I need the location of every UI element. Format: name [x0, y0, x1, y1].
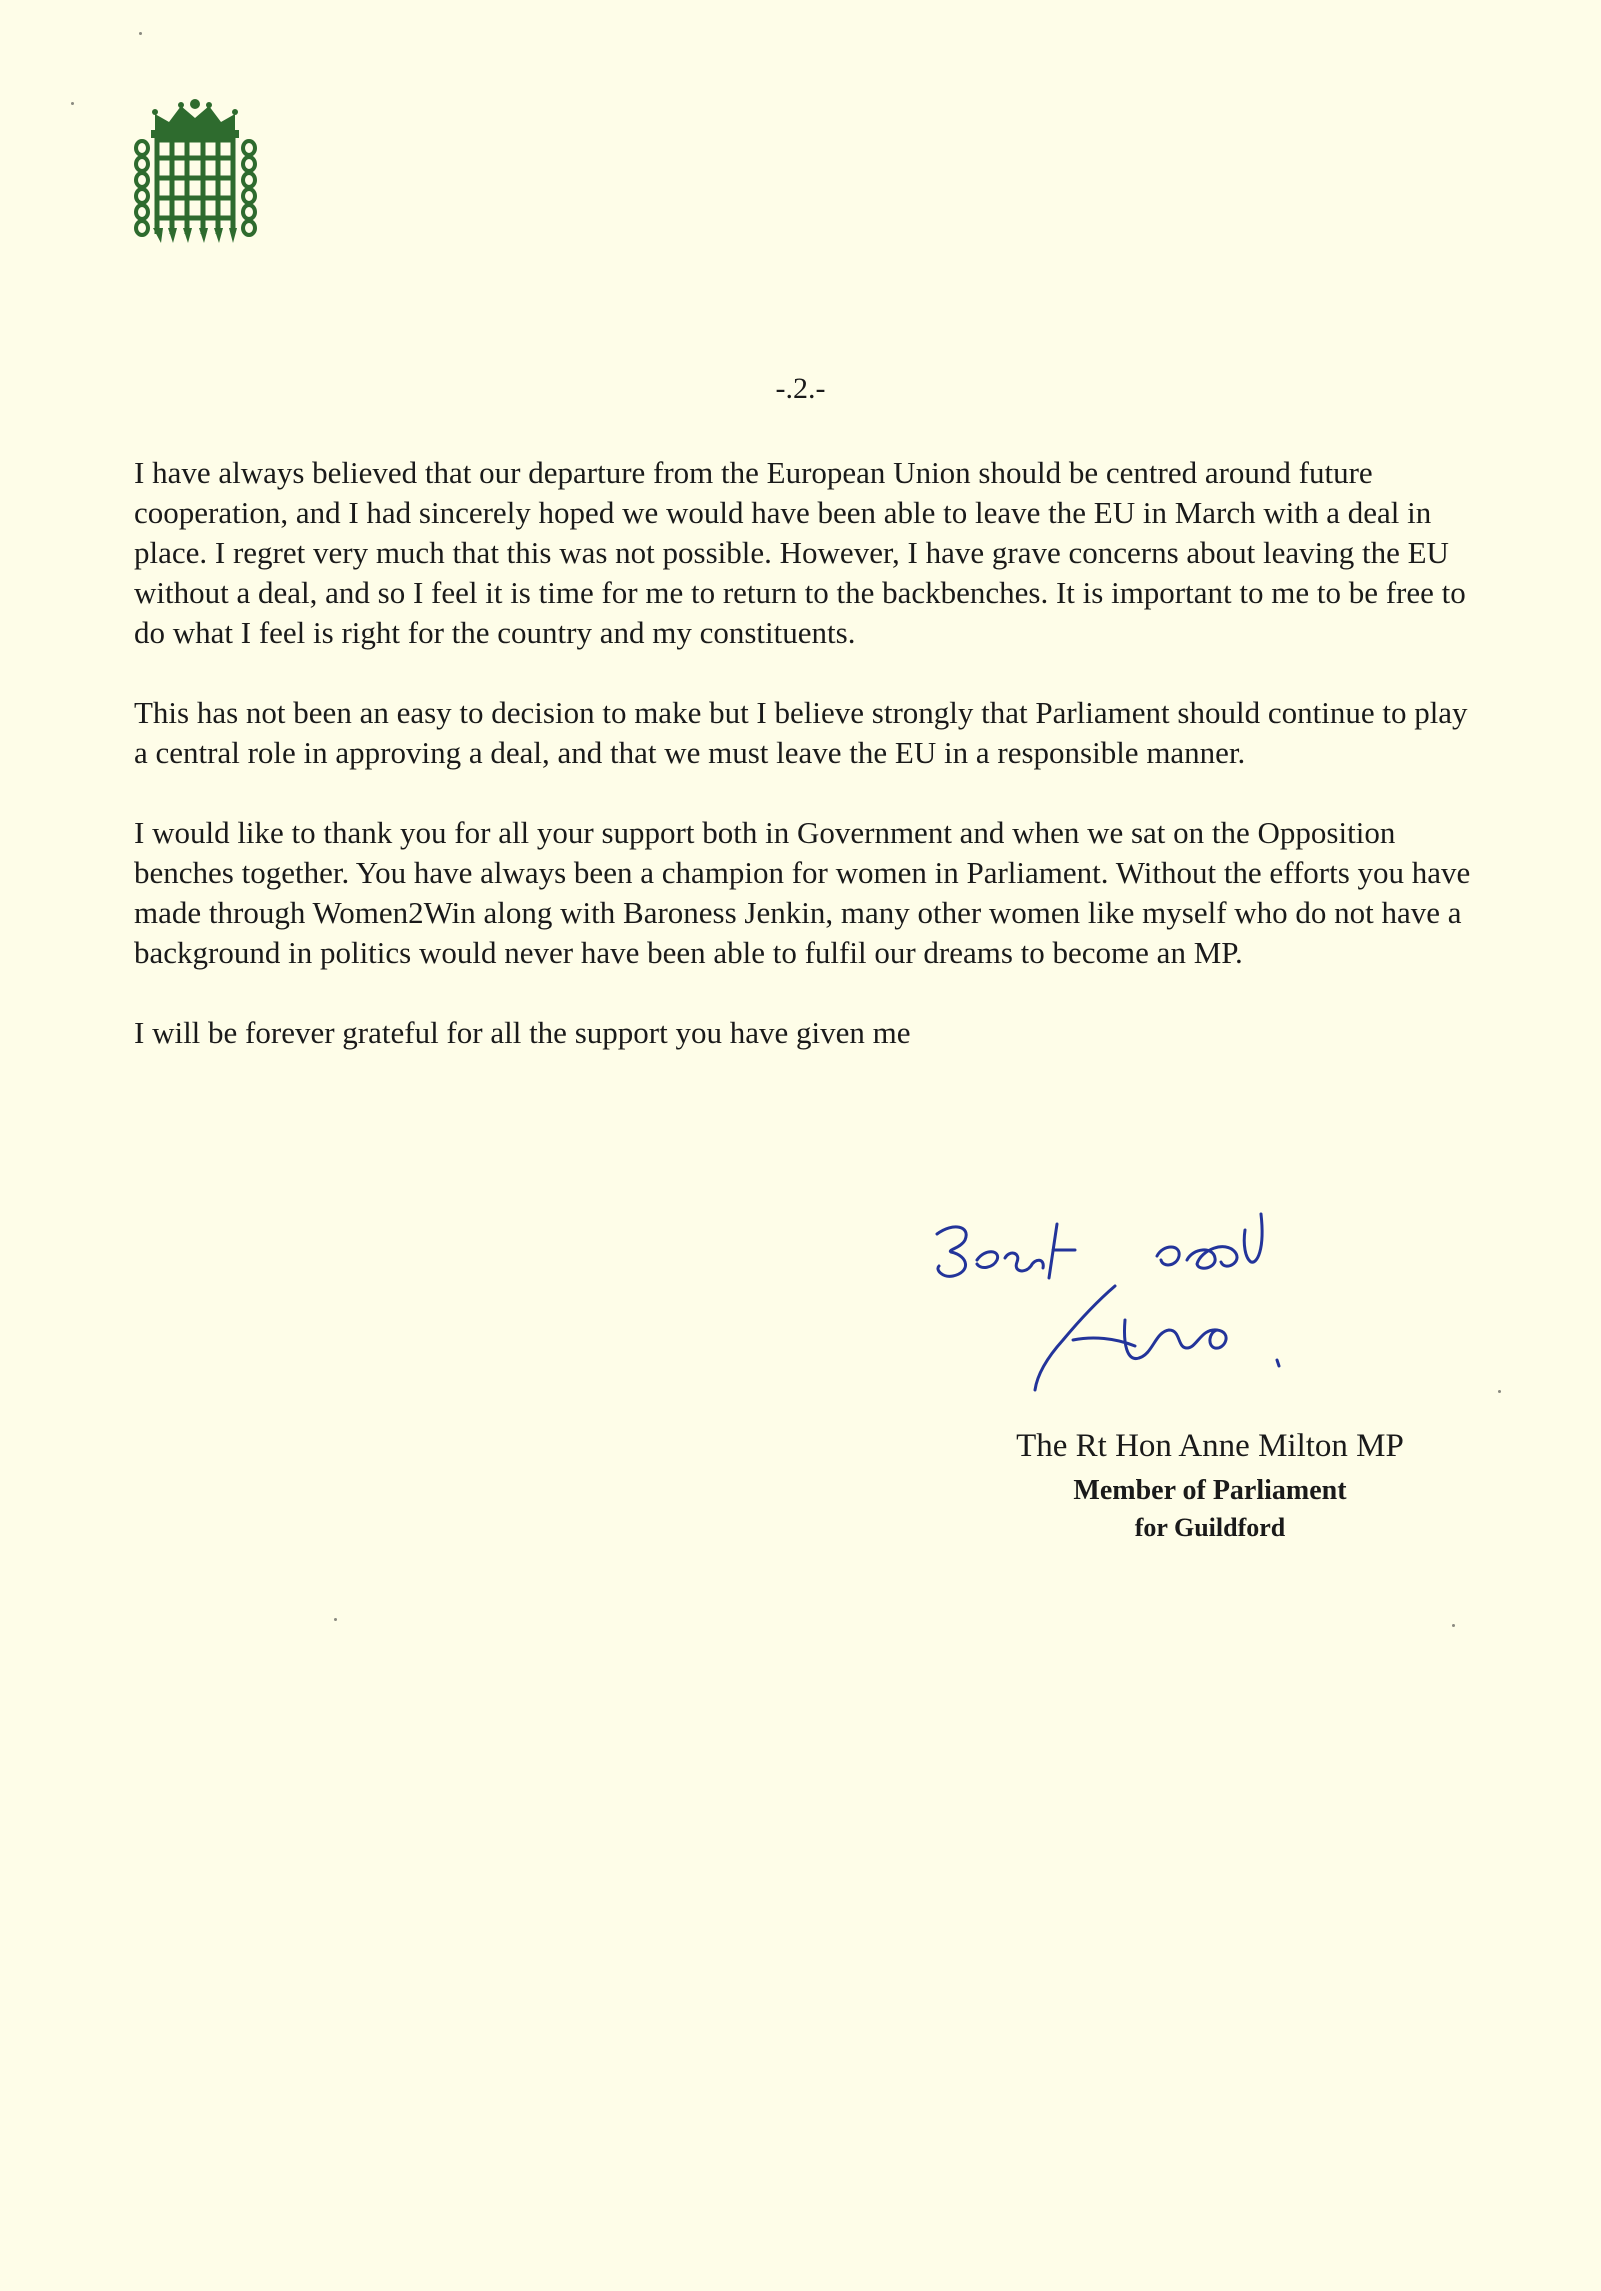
signatory-name: The Rt Hon Anne Milton MP [1016, 1428, 1404, 1464]
paragraph: This has not been an easy to decision to make but I believe strongly that Parliament should continue to play a central role in approving a deal, and that we must leave the EU in a responsible manner. [134, 695, 1468, 770]
signatory-constituency: for Guildford [1134, 1513, 1286, 1542]
paragraph: I will be forever grateful for all the support you have given me [134, 1015, 911, 1050]
paper-speck [139, 32, 142, 35]
paragraph: I would like to thank you for all your support both in Government and when we sat on the Opposition benches together. You have always been a champion for women in Parliament. Without the efforts you have made through Women2Win along with Baroness Jenkin, many other women like myself who do not have a background in politics would never have been able to fulfil our dreams to become an MP. [134, 815, 1471, 970]
letter-body [134, 453, 1474, 1053]
paper-speck [334, 1618, 337, 1621]
page-number: -.2.- [775, 372, 826, 405]
paper-speck [1452, 1624, 1455, 1627]
paper-speck [1498, 1390, 1501, 1393]
paragraph: I have always believed that our departure from the European Union should be centred around future cooperation, and I had sincerely hoped we would have been able to leave the EU in March with a deal in place. I regret very much that this was not possible. However, I have grave concerns about leaving the EU without a deal, and so I feel it is time for me to return to the backbenches. It is important to me to be free to do what I feel is right for the country and my constituents. [134, 455, 1466, 650]
portcullis-icon [133, 98, 258, 243]
handwritten-signature [925, 1200, 1485, 1420]
signatory-title: Member of Parliament [1073, 1475, 1347, 1506]
paper-speck [71, 102, 74, 105]
